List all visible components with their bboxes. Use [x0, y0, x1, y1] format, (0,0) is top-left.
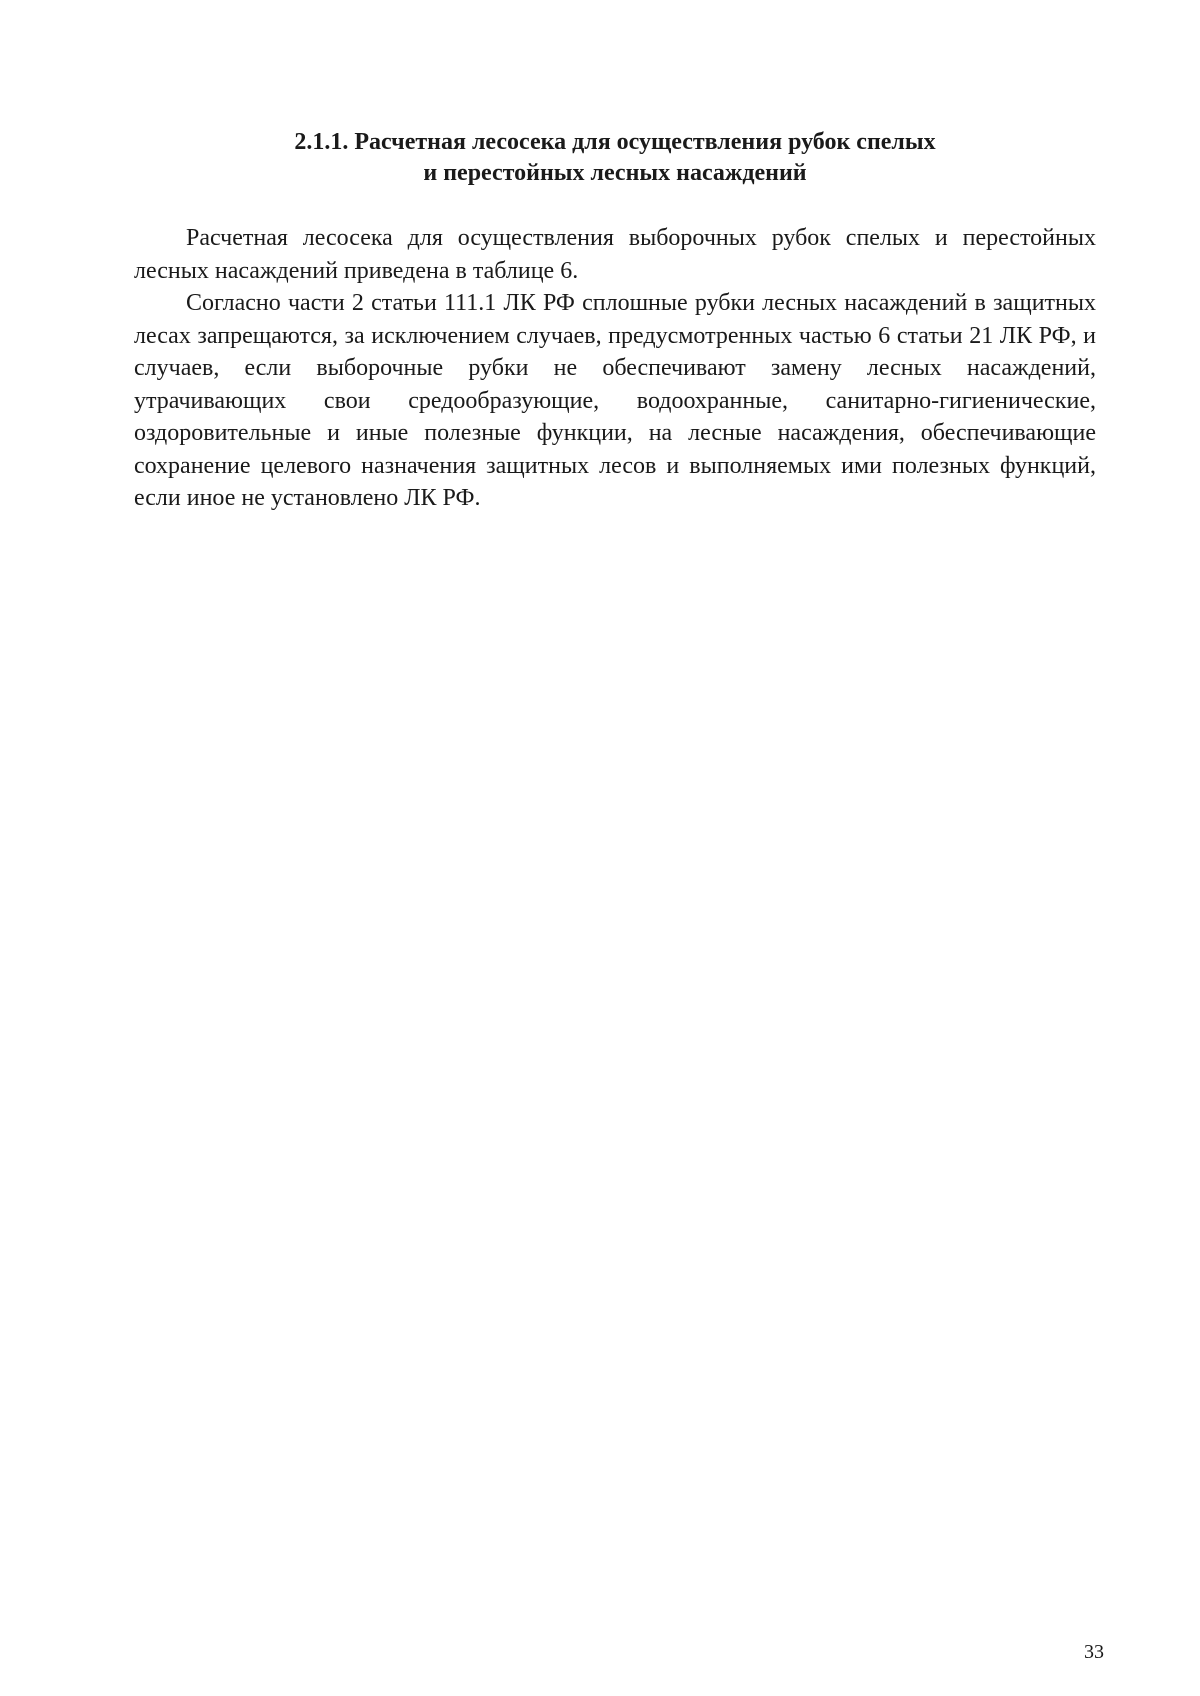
paragraph-1: Расчетная лесосека для осуществления выборочных рубок спелых и перестойных лесных насаждений приведена в таблице 6. [134, 225, 1096, 284]
section-heading [134, 127, 1096, 189]
paragraph-2: Согласно части 2 статьи 111.1 ЛК РФ сплошные рубки лесных насаждений в защитных лесах запрещаются, за исключением случаев, предусмотренных частью 6 статьи 21 ЛК РФ, и случаев, если выборочные рубки не обеспечивают замену лесных насаждений, утрачивающих свои средообразующие, водоохранные, санитарно-гигиенические, оздоровительные и иные полезные функции, на лесные насаждения, обеспечивающие сохранение целевого назначения защитных лесов и выполняемых ими полезных функций, если иное не установлено ЛК РФ. [134, 290, 1096, 511]
page-number: 33 [1084, 1641, 1104, 1663]
section-heading-line-1: 2.1.1. Расчетная лесосека для осуществления рубок спелых [294, 129, 936, 155]
body-text [134, 222, 1096, 515]
section-heading-line-2: и перестойных лесных насаждений [423, 160, 807, 186]
